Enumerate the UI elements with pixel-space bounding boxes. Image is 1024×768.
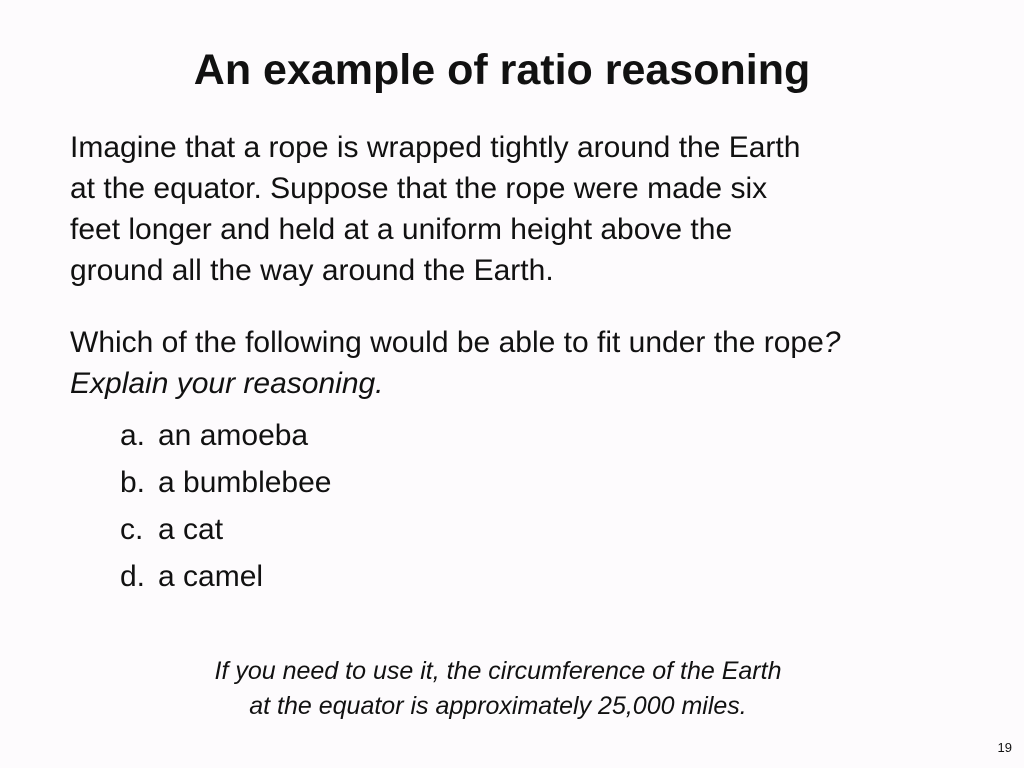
problem-line: feet longer and held at a uniform height above the: [70, 213, 733, 246]
problem-paragraph: [70, 127, 970, 291]
answer-options: [120, 412, 331, 600]
option-text: a bumblebee: [158, 466, 332, 499]
option-text: an amoeba: [158, 419, 309, 452]
question-line: [70, 322, 970, 363]
footnote-line: at the equator is approximately 25,000 miles.: [249, 692, 747, 720]
page-number: 19: [997, 740, 1012, 755]
option-letter: b.: [120, 466, 146, 499]
option-d: [120, 553, 331, 600]
problem-line: Imagine that a rope is wrapped tightly around the Earth: [70, 131, 801, 164]
option-text: a camel: [158, 560, 264, 593]
slide-title: An example of ratio reasoning: [193, 46, 811, 94]
question-instruction: Explain your reasoning.: [70, 367, 384, 400]
problem-line: ground all the way around the Earth.: [70, 254, 554, 287]
question-paragraph: [70, 322, 970, 404]
option-letter: d.: [120, 560, 146, 593]
option-c: [120, 506, 331, 553]
option-letter: c.: [120, 513, 144, 546]
footnote: [0, 654, 996, 724]
option-a: [120, 412, 331, 459]
footnote-line: If you need to use it, the circumference of the Earth: [214, 657, 782, 685]
option-text: a cat: [158, 513, 224, 546]
option-letter: a.: [120, 419, 146, 452]
question-mark: ?: [823, 326, 841, 359]
problem-line: at the equator. Suppose that the rope were made six: [70, 172, 768, 205]
option-b: [120, 459, 331, 506]
question-text: Which of the following would be able to fit under the rope: [70, 326, 824, 359]
